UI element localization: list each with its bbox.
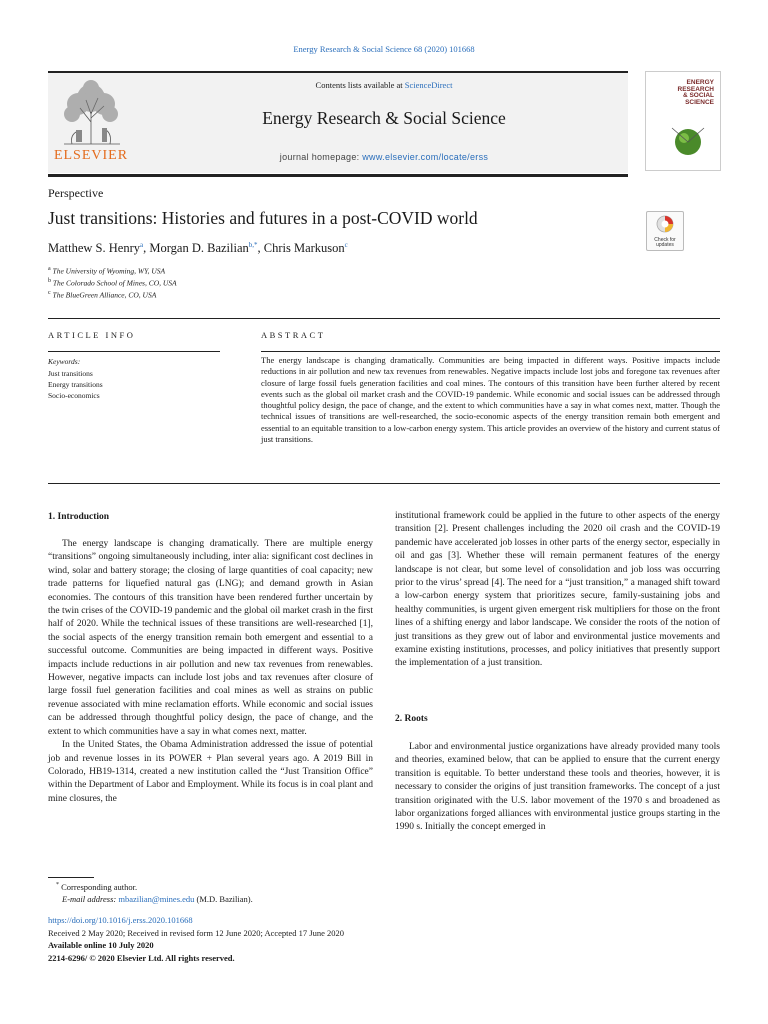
email-link[interactable]: mbazilian@mines.edu xyxy=(118,894,195,904)
available-online: Available online 10 July 2020 xyxy=(48,940,154,950)
keyword: Energy transitions xyxy=(48,380,103,389)
paragraph: institutional framework could be applied in the future to other aspects of the energy transition [2]. Present challenges including the 2020 oil crash and the COVID-19 pandemic have accelerated job losses in other parts of the energy sector, especially in oil and gas [3]. Whether these will remain permanent features of the energy landscape is not clear, but some level of consolidation and job loss was occurring prior to the virus’ spread [4]. The need for a “just transition,” a managed shift toward a low-carbon energy system that prioritizes secure, family-sustaining jobs and healthy communities, is urgent given emergent risk multipliers for those on the front lines of a shifting energy and labor landscape. We consider the roots of the notion of just transitions as they grew out of labor and environmental justice movements and examine existing institutions, processes, and policy initiatives that presently support the implementation of a just transition. xyxy=(395,511,720,669)
homepage-link[interactable]: www.elsevier.com/locate/erss xyxy=(362,152,489,162)
article-title: Just transitions: Histories and futures in a post-COVID world xyxy=(48,208,478,228)
keywords-label: Keywords: xyxy=(48,357,81,366)
author-name[interactable]: Chris Markuson xyxy=(263,241,345,256)
paragraph: Labor and environmental justice organizations have already provided many tools and theories, examined below, that can be applied to ensure that the current energy transition is equitable. To better understand these tools and theories, however, it is necessary to consider the origins of just transition frameworks. The concept of a just transition originated with the U.S. labor movement of the 1970 s and broadened as labor organizations forged alliances with environmental justice groups starting in the 1990 s. Initially the concept emerged in xyxy=(395,742,720,833)
divider xyxy=(48,318,720,319)
article-type: Perspective xyxy=(48,186,104,200)
received-dates: Received 2 May 2020; Received in revised form 12 June 2020; Accepted 17 June 2020 xyxy=(48,928,345,938)
banner-rule xyxy=(48,174,628,177)
affiliation: $^b$ The Colorado School of Mines, CO, USA xyxy=(48,278,177,288)
elsevier-wordmark: ELSEVIER xyxy=(53,148,129,163)
crossmark-label: Check for updates xyxy=(654,237,676,248)
divider xyxy=(48,351,220,352)
right-column-roots xyxy=(395,741,720,835)
author-name[interactable]: Matthew S. Henry xyxy=(48,241,140,256)
article-info-heading: ARTICLE INFO xyxy=(48,330,136,340)
keyword: Just transitions xyxy=(48,369,93,378)
crossmark-icon xyxy=(656,215,674,233)
doi-link[interactable]: https://doi.org/10.1016/j.erss.2020.101668 xyxy=(48,915,193,925)
author-affiliation-mark[interactable]: a xyxy=(140,241,144,249)
right-column xyxy=(395,510,720,671)
footnote-rule xyxy=(48,877,94,878)
section-heading-roots: 2. Roots xyxy=(395,714,428,724)
author-list: Matthew S. Henry$^a$, Morgan D. Bazilian$^{b,*}$, Chris Markuson$^c$ xyxy=(48,241,348,256)
divider xyxy=(261,351,720,352)
author-affiliation-mark[interactable]: c xyxy=(344,241,348,249)
author-affiliation-mark[interactable]: b,* xyxy=(248,241,258,249)
cover-globe-icon xyxy=(668,122,708,162)
section-heading-introduction: 1. Introduction xyxy=(48,512,110,522)
contents-prefix: Contents lists available at xyxy=(315,80,405,90)
cover-title: ENERGY RESEARCH & SOCIAL SCIENCE xyxy=(677,79,714,106)
affiliation: $^a$ The University of Wyoming, WY, USA xyxy=(48,266,166,276)
corresponding-note: * Corresponding author. xyxy=(56,882,138,892)
affiliation: $^c$ The BlueGreen Alliance, CO, USA xyxy=(48,290,157,300)
sciencedirect-link[interactable]: ScienceDirect xyxy=(404,80,453,90)
email-line: E-mail address: mbazilian@mines.edu (M.D. Bazilian). xyxy=(62,894,253,904)
abstract-text: The energy landscape is changing dramatically. Communities are being impacted in different ways. Positive impacts include reductions in air pollution and new tax revenues from renewables. Negative impacts include lost jobs and foregone tax revenues after closure of large fossil fuels generation facilities and coal mines. The contours of this transition have been further altered by recent events such as the global oil market crash and the COVID-19 pandemic. While economic and social issues can be addressed through thoughtful policy design, the pace of change, and the extent to which communities have a say in what comes next, matter. Though the technical issues of transitions are well-researched, the socio-economic aspects of the energy transition remain both emergent and essential to an equitable transition to a low-carbon energy system. This article provides an overview of the history and current status of just transitions. xyxy=(261,355,720,445)
journal-cover[interactable] xyxy=(645,71,721,171)
homepage-label: journal homepage: xyxy=(279,152,363,162)
left-column xyxy=(48,538,373,806)
keyword: Socio-economics xyxy=(48,391,100,400)
copyright: 2214-6296/ © 2020 Elsevier Ltd. All rights reserved. xyxy=(48,953,235,963)
divider xyxy=(48,483,720,484)
author-name[interactable]: Morgan D. Bazilian xyxy=(149,241,249,256)
check-for-updates-badge[interactable] xyxy=(646,211,684,251)
paragraph: The energy landscape is changing dramatically. There are multiple energy “transitions” ongoing simultaneously including, inter alia: significant cost declines in wind, solar and battery storage; the closing of large quantities of coal capacity; new trade patterns for liquefied natural gas (LNG); and demand growth in Asian economies. The contours of this transition have been rendered further uncertain by the twin crises of the COVID-19 pandemic and the global oil market crash in the first half of 2020. While the technical issues of these transitions are well-researched [1], the social aspects of the energy transition remain both emergent and essential to a successful outcome. Communities are being impacted in different ways. Positive impacts include reductions in air pollution and new tax revenues from renewables. However, negative impacts can include lost jobs and tax revenues after closure of large fossil fuel generation facilities and coal mines as well as strains on public revenue associated with mine reclamation efforts. While economic and social issues can be addressed through thoughtful policy design, the pace of change, and the extent to which communities have a say in what comes next, matter. xyxy=(48,539,373,737)
journal-title: Energy Research & Social Science xyxy=(262,108,506,128)
abstract-heading: ABSTRACT xyxy=(261,330,326,340)
journal-citation[interactable]: Energy Research & Social Science 68 (2020) 101668 xyxy=(293,44,475,54)
paragraph: In the United States, the Obama Administration addressed the issue of potential job and revenue losses in its POWER + Plan several years ago. A 2019 Bill in Colorado, HB19-1314, created a new institution called the “Just Transition Office” within the Department of Labor and Employment. While its focus is in coal plant and mine closures, the xyxy=(48,740,373,804)
